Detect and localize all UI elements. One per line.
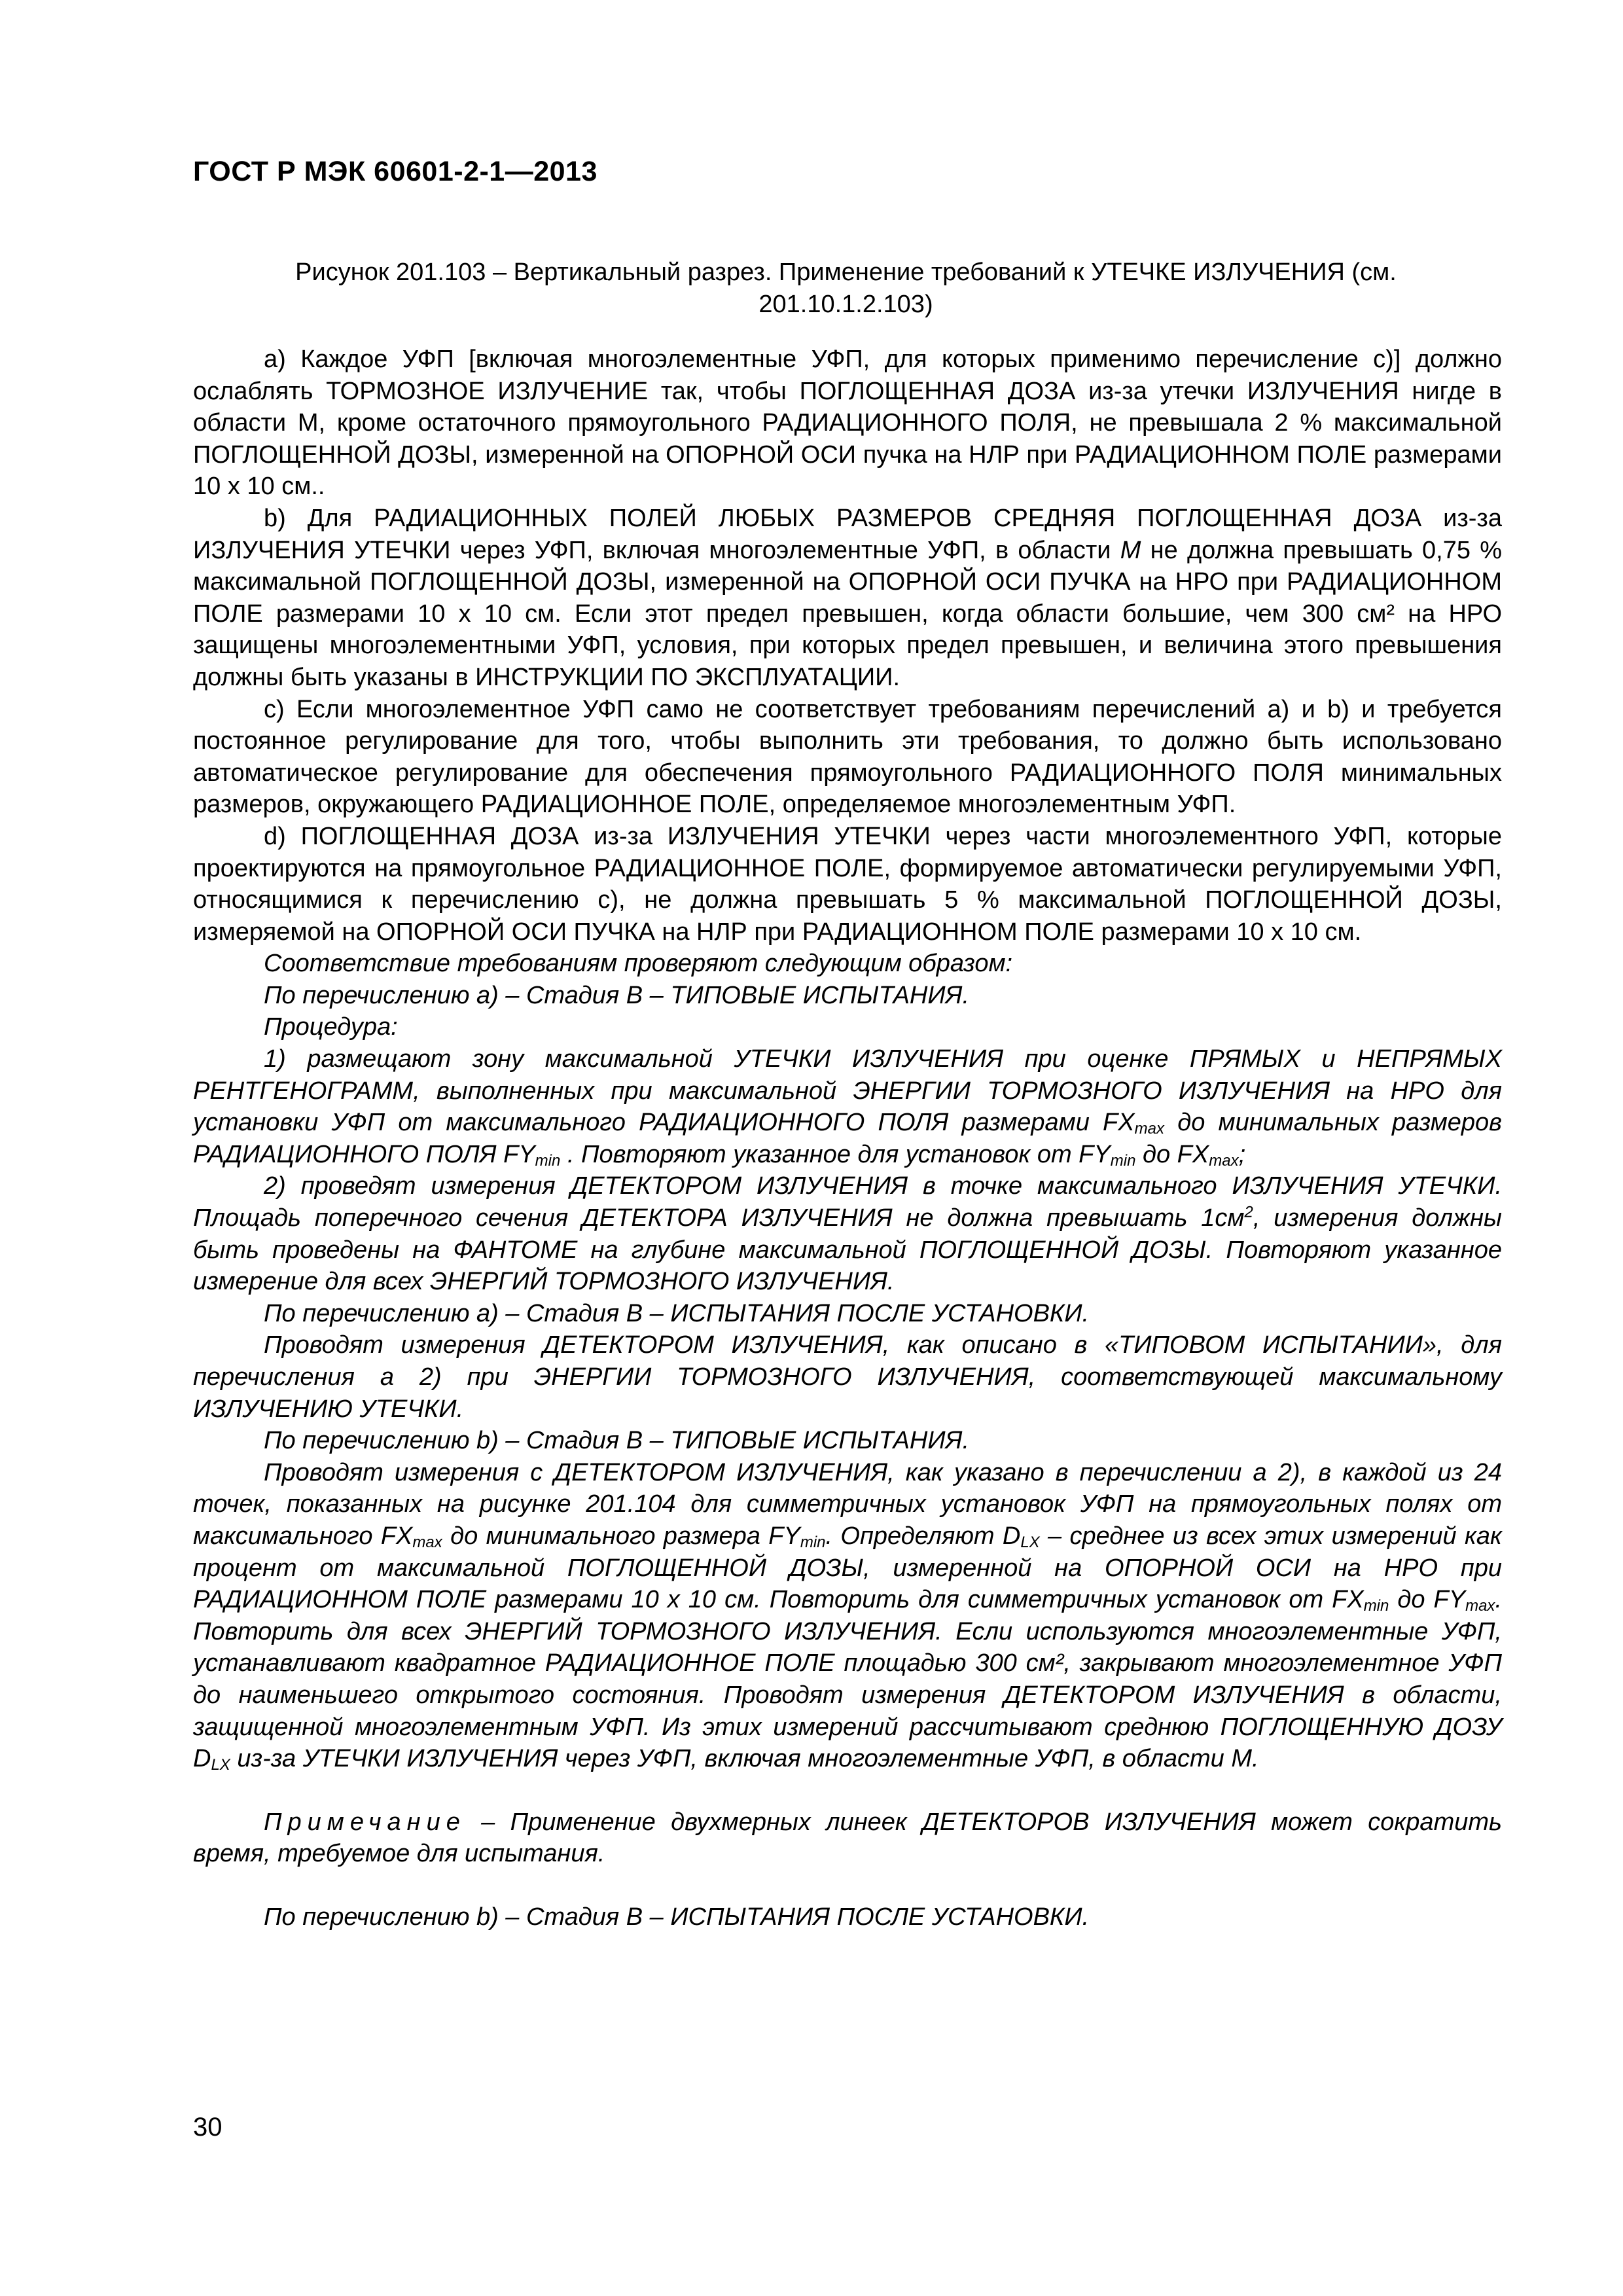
figure-caption-line-2: 201.10.1.2.103) bbox=[758, 291, 933, 318]
procedure-step-1: 1) размещают зону максимальной УТЕЧКИ ИЗЛУЧЕНИЯ при оценке ПРЯМЫХ и НЕПРЯМЫХ РЕНТГЕНОГРАММ, выполненных при максимальной ЭНЕРГИИ ТОРМОЗНОГО ИЗЛУЧЕНИЯ на НРО для установки УФП от максимального РАДИАЦИОННОГО ПОЛЯ размерами $FX_{max}$ до минимальных размеров РАДИАЦИОННОГО ПОЛЯ $FY_{min}$ . Повторяют указанное для установок от $FY_{min}$ до $FX_{max}$; bbox=[193, 1045, 1503, 1170]
paragraph-d: d) ПОГЛОЩЕННАЯ ДОЗА из-за ИЗЛУЧЕНИЯ УТЕЧКИ через части многоэлементного УФП, которые проектируются на прямоугольное РАДИАЦИОННОЕ ПОЛЕ, формируемое автоматически регулируемыми УФП, относящимися к перечислению с), не должна превышать 5 % максимальной ПОГЛОЩЕННОЙ ДОЗЫ, измеряемой на ОПОРНОЙ ОСИ ПУЧКА на НЛР при РАДИАЦИОННОМ ПОЛЕ размерами 10 х 10 см. bbox=[193, 822, 1502, 946]
procedure-heading: Процедура: bbox=[264, 1013, 398, 1041]
figure-caption-line-1: Рисунок 201.103 – Вертикальный разрез. Применение требований к УТЕЧКЕ ИЗЛУЧЕНИЯ (см. bbox=[295, 259, 1397, 286]
document-body bbox=[193, 344, 1502, 1933]
note-label: Примечание bbox=[264, 1808, 466, 1836]
paragraph-c: с) Если многоэлементное УФП само не соответствует требованиям перечислений а) и b) и требуется постоянное регулирование для того, чтобы выполнить эти требования, то должно быть использовано автоматическое регулирование для обеспечения прямоугольного РАДИАЦИОННОГО ПОЛЯ минимальных размеров, окружающего РАДИАЦИОННОЕ ПОЛЕ, определяемое многоэлементным УФП. bbox=[193, 695, 1502, 819]
paragraph-b bbox=[193, 503, 1502, 694]
section-b-type-tests: По перечислению b) – Стадия В – ТИПОВЫЕ ИСПЫТАНИЯ. bbox=[264, 1427, 970, 1455]
figure-caption bbox=[193, 257, 1499, 321]
procedure-step-2: 2) проведят измерения ДЕТЕКТОРОМ ИЗЛУЧЕНИЯ в точке максимального ИЗЛУЧЕНИЯ УТЕЧКИ. Площадь поперечного сечения ДЕТЕКТОРА ИЗЛУЧЕНИЯ не должна превышать $1см^2$, измерения должны быть проведены на ФАНТОМЕ на глубине максимальной ПОГЛОЩЕННОЙ ДОЗЫ. Повторяют указанное измерение для всех ЭНЕРГИЙ ТОРМОЗНОГО ИЗЛУЧЕНИЯ. bbox=[193, 1172, 1502, 1296]
paragraph-b-text-1: b) Для РАДИАЦИОННЫХ ПОЛЕЙ ЛЮБЫХ РАЗМЕРОВ СРЕДНЯЯ ПОГЛОЩЕННАЯ ДОЗА из-за ИЗЛУЧЕНИЯ УТЕЧКИ через УФП, включая многоэлементные УФП, в области bbox=[193, 504, 1502, 564]
paragraph-a: а) Каждое УФП [включая многоэлементные УФП, для которых применимо перечисление с)] должно ослаблять ТОРМОЗНОЕ ИЗЛУЧЕНИЕ так, чтобы ПОГЛОЩЕННАЯ ДОЗА из-за утечки ИЗЛУЧЕНИЯ нигде в области М, кроме остаточного прямоугольного РАДИАЦИОННОГО ПОЛЯ, не превышала 2 % максимальной ПОГЛОЩЕННОЙ ДОЗЫ, измеренной на ОПОРНОЙ ОСИ пучка на НЛР при РАДИАЦИОННОМ ПОЛЕ размерами 10 х 10 см.. bbox=[193, 346, 1502, 501]
measurement-a-text: Проводят измерения ДЕТЕКТОРОМ ИЗЛУЧЕНИЯ, как описано в «ТИПОВОМ ИСПЫТАНИИ», для перечисления а 2) при ЭНЕРГИИ ТОРМОЗНОГО ИЗЛУЧЕНИЯ, соответствующей максимальному ИЗЛУЧЕНИЮ УТЕЧКИ. bbox=[193, 1331, 1502, 1423]
section-a-type-tests: По перечислению а) – Стадия В – ТИПОВЫЕ ИСПЫТАНИЯ. bbox=[264, 981, 970, 1009]
measurement-b-text: Проводят измерения с ДЕТЕКТОРОМ ИЗЛУЧЕНИЯ, как указано в перечислении а 2), в каждой из 24 точек, показанных на рисунке 201.104 для симметричных установок УФП на прямоугольных полях от максимального $FX_{max}$ до минимального размера $FY_{min}$. Определяют $D_{LX}$ – среднее из всех этих измерений как процент от максимальной ПОГЛОЩЕННОЙ ДОЗЫ, измеренной на ОПОРНОЙ ОСИ на НРО при РАДИАЦИОННОМ ПОЛЕ размерами 10 х 10 см. Повторить для симметричных установок от $FX_{min}$ до $FY_{max}$. Повторить для всех ЭНЕРГИЙ ТОРМОЗНОГО ИЗЛУЧЕНИЯ. Если используются многоэлементные УФП, устанавливают квадратное РАДИАЦИОННОЕ ПОЛЕ площадью 300 см², закрывают многоэлементное УФП до наименьшего открытого состояния. Проводят измерения ДЕТЕКТОРОМ ИЗЛУЧЕНИЯ в области, защищенной многоэлементным УФП. Из этих измерений рассчитывают среднюю ПОГЛОЩЕННУЮ ДОЗУ $D_{LX}$ из-за УТЕЧКИ ИЗЛУЧЕНИЯ через УФП, включая многоэлементные УФП, в области М. bbox=[193, 1458, 1502, 1774]
section-a-after-installation: По перечислению а) – Стадия В – ИСПЫТАНИЯ ПОСЛЕ УСТАНОВКИ. bbox=[264, 1299, 1090, 1327]
compliance-statement: Соответствие требованиям проверяют следующим образом: bbox=[264, 950, 1013, 978]
note-text: – Применение двухмерных линеек ДЕТЕКТОРОВ ИЗЛУЧЕНИЯ может сократить время, требуемое для испытания. bbox=[193, 1808, 1502, 1868]
paragraph-b-text-2: не должна превышать 0,75 % максимальной ПОГЛОЩЕННОЙ ДОЗЫ, измеренной на ОПОРНОЙ ОСИ ПУЧКА на НРО при РАДИАЦИОННОМ ПОЛЕ размерами 10 х 10 см. Если этот предел превышен, когда области большие, чем 300 см² на НРО защищены многоэлементными УФП, условия, при которых предел превышен, и величина этого превышения должны быть указаны в ИНСТРУКЦИИ ПО ЭКСПЛУАТАЦИИ. bbox=[193, 536, 1502, 691]
paragraph-b-area-m: М bbox=[1120, 536, 1141, 564]
document-header: ГОСТ Р МЭК 60601-2-1—2013 bbox=[193, 156, 597, 187]
section-b-after-installation: По перечислению b) – Стадия В – ИСПЫТАНИЯ ПОСЛЕ УСТАНОВКИ. bbox=[264, 1903, 1090, 1931]
note bbox=[193, 1806, 1502, 1870]
page-number: 30 bbox=[193, 2113, 223, 2142]
